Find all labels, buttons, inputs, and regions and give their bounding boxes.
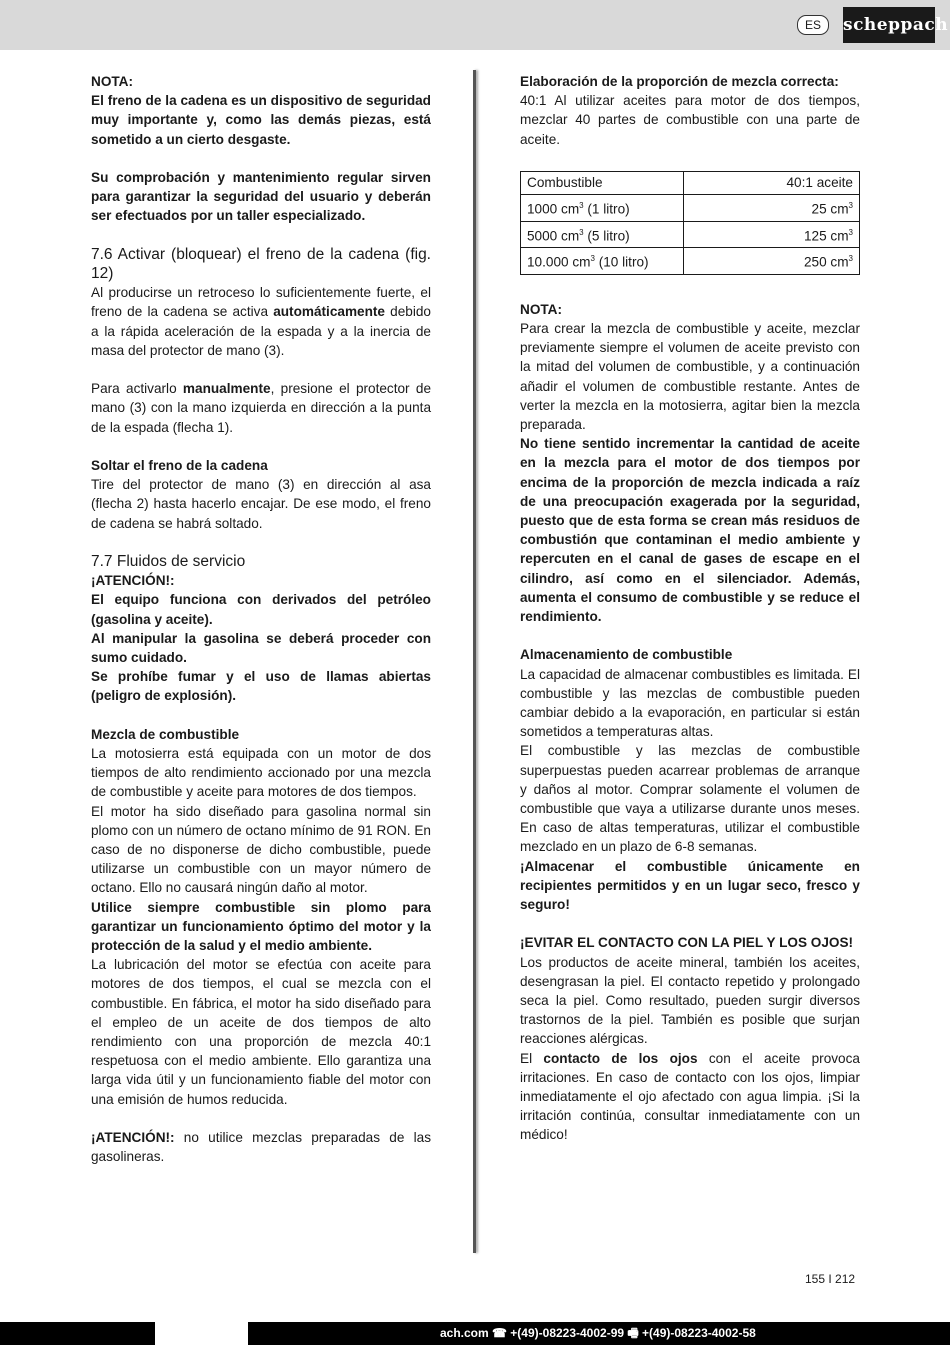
atencion-2-paragraph: ¡ATENCIÓN!: no utilice mezclas preparadas de las gasolineras. (91, 1130, 431, 1165)
soltar-title: Soltar el freno de la cadena (91, 458, 268, 473)
almacenamiento-paragraph-2: El combustible y las mezclas de combustible superpuestas pueden acarrear problemas de arranque y daños al motor. Comprar solamente el volumen de combustible que vaya a utilizarse durante unos meses. En caso de altas temperaturas, utilizar el combustible mezclado en un plazo de 6-8 semanas. (520, 743, 860, 855)
table-header-oil: 40:1 aceite (684, 172, 860, 195)
table-row (521, 248, 860, 275)
evitar-title: ¡EVITAR EL CONTACTO CON LA PIEL Y LOS OJOS! (520, 935, 854, 951)
page-number: 155 I 212 (805, 1272, 856, 1286)
table-cell-fuel: 5000 $cm^3$ (5 litro) (521, 221, 684, 248)
nota-paragraph-1: El freno de la cadena es un dispositivo de seguridad muy importante y, como las demás piezas, está sometido a un cierto desgaste. (91, 93, 431, 147)
warning-2: Al manipular la gasolina se deberá proceder con sumo cuidado. (91, 630, 431, 666)
warning-1: El equipo funciona con derivados del petróleo (gasolina y aceite). (91, 592, 431, 627)
table-cell-oil: 25 $cm^3$ (684, 195, 860, 222)
section-7-7-title: 7.7 Fluidos de servicio (91, 553, 246, 570)
almacenamiento-paragraph-1: La capacidad de almacenar combustibles es limitada. El combustible y las mezclas de combustible pueden cambiar debido a la evaporación, en particular si están sometidos a temperaturas altas. (520, 666, 860, 740)
table-cell-fuel: 10.000 $cm^3$ (10 litro) (521, 248, 684, 275)
nota-paragraph-2: Su comprobación y mantenimiento regular sirven para garantizar la seguridad del usuario y deberán ser efectuados por un taller especializado. (91, 170, 431, 224)
language-badge: ES (797, 15, 829, 35)
nota-right-paragraph: Para crear la mezcla de combustible y aceite, mezclar previamente siempre el volumen de aceite previsto con la mitad del volumen de combustible, y a continuación añadir el volumen de combustible restante. Antes de verter la mezcla en la motosierra, agitar bien la mezcla preparada. (520, 320, 860, 432)
mezcla-paragraph-2: El motor ha sido diseñado para gasolina normal sin plomo con un número de octano mínimo de 91 RON. En caso de no disponerse de dicho combustible, puede utilizarse un combustible con un mayor número de octano. Ello no causará ningún daño al motor. (91, 803, 431, 896)
table-row (521, 221, 860, 248)
soltar-paragraph: Tire del protector de mano (3) en dirección al asa (flecha 2) hasta hacerlo encajar. De ese modo, el freno de cadena se habrá soltado. (91, 477, 431, 531)
column-divider (473, 70, 476, 1253)
mix-ratio-table (520, 171, 860, 275)
elaboracion-title: Elaboración de la proporción de mezcla correcta: (520, 74, 839, 89)
evitar-paragraph-2: El contacto de los ojos con el aceite provoca irritaciones. En caso de contacto con los ojos, limpiar inmediatamente el ojo afectado con agua limpia. ¡Si la irritación continúa, consultar inmediatamente con un médico! (520, 1050, 860, 1143)
almacenamiento-bold: ¡Almacenar el combustible únicamente en recipientes permitidos y en un lugar seco, fresco y seguro! (520, 858, 860, 913)
table-cell-oil: 250 $cm^3$ (684, 248, 860, 275)
atencion-label: ¡ATENCIÓN!: (91, 573, 175, 589)
left-column (91, 72, 431, 1166)
section-7-6-paragraph-1: Al producirse un retroceso lo suficientemente fuerte, el freno de la cadena se activa automáticamente debido a la rápida aceleración de la espada y a la inercia de masa del protector de mano (3). (91, 285, 431, 358)
table-cell-oil: 125 $cm^3$ (684, 221, 860, 248)
elaboracion-paragraph: 40:1 Al utilizar aceites para motor de dos tiempos, mezclar 40 partes de combustible con una parte de aceite. (520, 93, 860, 147)
footer-white-block (155, 1322, 248, 1345)
mezcla-paragraph-3: La lubricación del motor se efectúa con aceite para motores de dos tiempos, el cual se mezcla con el combustible. En fábrica, el motor ha sido diseñado para el empleo de un aceite de dos tiempos de alto rendimiento con una proporción de mezcla 40:1 respetuosa con el medio ambiente. Ello garantiza una larga vida útil y un funcionamiento fiable del motor con una emisión de humos reducida. (91, 957, 431, 1107)
mezcla-title: Mezcla de combustible (91, 726, 240, 742)
nota-right-label: NOTA: (520, 301, 563, 317)
section-7-6-paragraph-2: Para activarlo manualmente, presione el protector de mano (3) con la mano izquierda en dirección a la punta de la espada (flecha 1). (91, 381, 431, 435)
nota-right-bold: No tiene sentido incrementar la cantidad de aceite en la mezcla para el motor de dos tiempos por encima de la proporción de mezcla indicada a raíz de una preocupación exagerada por la seguridad, puesto que de esta forma se crean más residuos de combustión que contaminan el medio ambiente y repercuten en el canal de gases de escape en el cilindro, así como en el silenciador. Además, aumenta el consumo de combustible y se reduce el rendimiento. (520, 436, 860, 625)
table-cell-fuel: 1000 $cm^3$ (1 litro) (521, 195, 684, 222)
table-header-row (521, 172, 860, 195)
almacenamiento-title: Almacenamiento de combustible (520, 647, 733, 663)
mezcla-paragraph-1: La motosierra está equipada con un motor de dos tiempos de alto rendimiento accionado por una mezcla de combustible y aceite para motores de dos tiempos. (91, 746, 431, 800)
evitar-paragraph-1: Los productos de aceite mineral, también los aceites, desengrasan la piel. El contacto repetido y prolongado seca la piel. Como resultado, pueden surgir diversos trastornos de la piel. También es posible que surjan reacciones alérgicas. (520, 954, 860, 1047)
brand-logo: scheppach (843, 7, 935, 43)
table-header-fuel: Combustible (521, 172, 684, 195)
footer-contact: ach.com ☎ +(49)-08223-4002-99 🖷 +(49)-08223-4002-58 (440, 1326, 756, 1340)
table-row (521, 195, 860, 222)
section-7-6-title: 7.6 Activar (bloquear) el freno de la cadena (fig. 12) (91, 245, 431, 282)
right-column (520, 72, 860, 1145)
warning-3: Se prohíbe fumar y el uso de llamas abiertas (peligro de explosión). (91, 669, 431, 704)
nota-label: NOTA: (91, 74, 134, 89)
mezcla-bold-paragraph: Utilice siempre combustible sin plomo para garantizar un funcionamiento óptimo del motor y la protección de la salud y el medio ambiente. (91, 899, 431, 954)
